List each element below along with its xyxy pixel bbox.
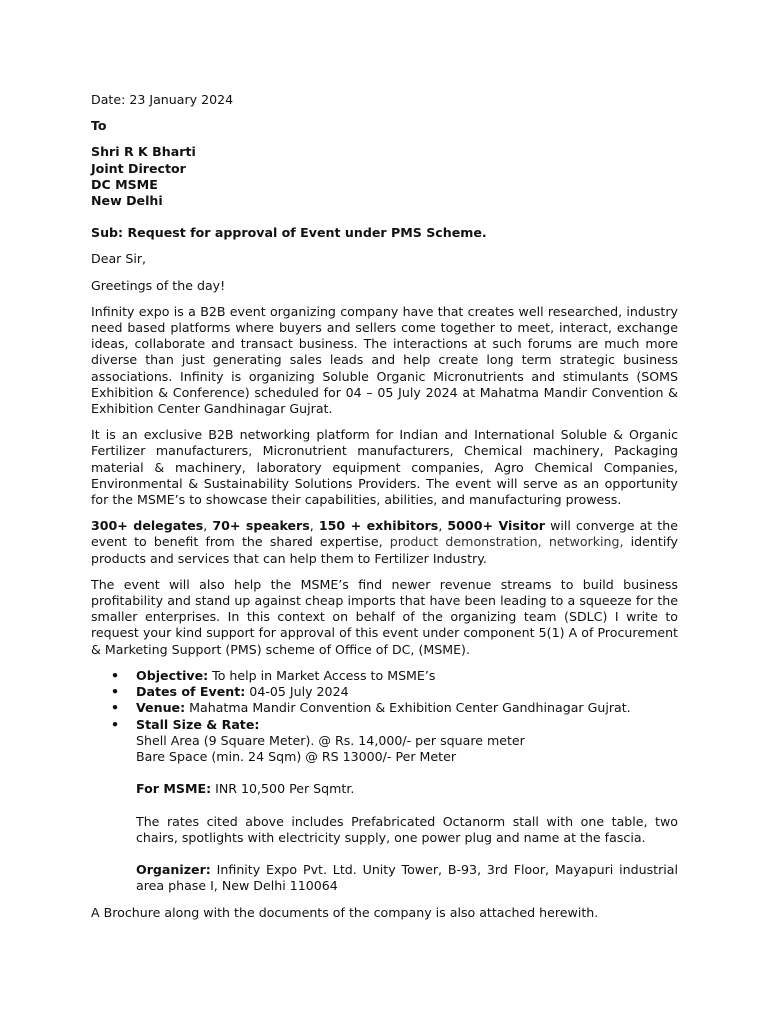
visitors-count: 5000+ Visitor (447, 518, 546, 534)
paragraph-request: The event will also help the MSME’s find newer revenue streams to build business profitability and stand up against cheap imports that have been leading to a squeeze for the smaller enterprises. In this context on behalf of the organizing team (SDLC) I write to request your kind support for approval of this event under component 5(1) A of Procurement & Marketing Support (PMS) scheme of Office of DC, (MSME). (91, 576, 678, 657)
stall-bare-rate: Bare Space (min. 24 Sqm) @ RS 13000/- Per Meter (136, 748, 457, 764)
stall-shell-rate: Shell Area (9 Square Meter). @ Rs. 14,000/- per square meter (136, 732, 525, 748)
paragraph-participation: 300+ delegates, 70+ speakers, 150 + exhibitors, 5000+ Visitor will converge at the event to benefit from the shared expertise, product demonstration, networking, identify products and services that can help them to Fertilizer Industry. (91, 518, 679, 566)
rates-note: The rates cited above includes Prefabricated Octanorm stall with one table, two chairs, spotlights with electricity supply, one power plug and name at the fascia. (136, 813, 678, 845)
letter-subject: Sub: Request for approval of Event under PMS Scheme. (91, 225, 487, 241)
recipient-designation: Joint Director (91, 160, 186, 176)
recipient-name: Shri R K Bharti (91, 144, 196, 160)
exhibitors-count: 150 + exhibitors (318, 518, 439, 534)
highlight-text: product demonstration, networking, (389, 534, 624, 550)
paragraph-intro: Infinity expo is a B2B event organizing company have that creates well researched, industry need based platforms where buyers and sellers come together to meet, interact, exchange ideas, collaborate and transact business. The interactions at such forums are much more diverse than just generating sales leads and help create long term strategic business associations. Infinity is organizing Soluble Organic Micronutrients and stimulants (SOMS Exhibition & Conference) scheduled for 04 – 05 July 2024 at Mahatma Mandir Convention & Exhibition Center Gandhinagar Gujrat. (91, 303, 678, 417)
recipient-city: New Delhi (91, 193, 163, 209)
list-item-dates: • Dates of Event: 04-05 July 2024 (136, 684, 678, 700)
letter-date: Date: 23 January 2024 (91, 92, 234, 107)
list-item-stall: • Stall Size & Rate: Shell Area (9 Square Meter). @ Rs. 14,000/- per square meter Bare Space (min. 24 Sqm) @ RS 13000/- Per Meter For MSME: INR 10,500 Per Sqmtr. The rates cited above includes Prefabricated Octanorm stall with one table, two chairs, spotlights with electricity supply, one power plug and name at the fascia. Organizer: Infinity Expo Pvt. Ltd. Unity Tower, B-93, 3rd Floor, Mayapuri industrial area phase I, New Delhi 110064 (136, 717, 678, 895)
recipient-to: To (91, 118, 107, 134)
letter-closing: A Brochure along with the documents of the company is also attached herewith. (91, 904, 599, 920)
event-details-list (91, 668, 678, 895)
msme-rate: For MSME: INR 10,500 Per Sqmtr. (136, 781, 355, 797)
delegates-count: 300+ delegates (91, 518, 204, 534)
recipient-office: DC MSME (91, 176, 158, 192)
list-item-venue: • Venue: Mahatma Mandir Convention & Exhibition Center Gandhinagar Gujrat. (136, 700, 678, 716)
list-item-objective: • Objective: To help in Market Access to MSME’s (136, 668, 678, 684)
recipient-address (91, 144, 678, 209)
letter-salutation: Dear Sir, (91, 251, 147, 267)
organizer-details: Organizer: Infinity Expo Pvt. Ltd. Unity Tower, B-93, 3rd Floor, Mayapuri industrial area phase I, New Delhi 110064 (136, 862, 678, 894)
paragraph-platform: It is an exclusive B2B networking platform for Indian and International Soluble & Organic Fertilizer manufacturers, Micronutrient manufacturers, Chemical machinery, Packaging material & machinery, laboratory equipment companies, Agro Chemical Companies, Environmental & Sustainability Solutions Providers. The event will serve as an opportunity for the MSME’s to showcase their capabilities, abilities, and manufacturing prowess. (91, 427, 678, 508)
letter-greeting: Greetings of the day! (91, 277, 226, 293)
speakers-count: 70+ speakers (212, 518, 310, 534)
